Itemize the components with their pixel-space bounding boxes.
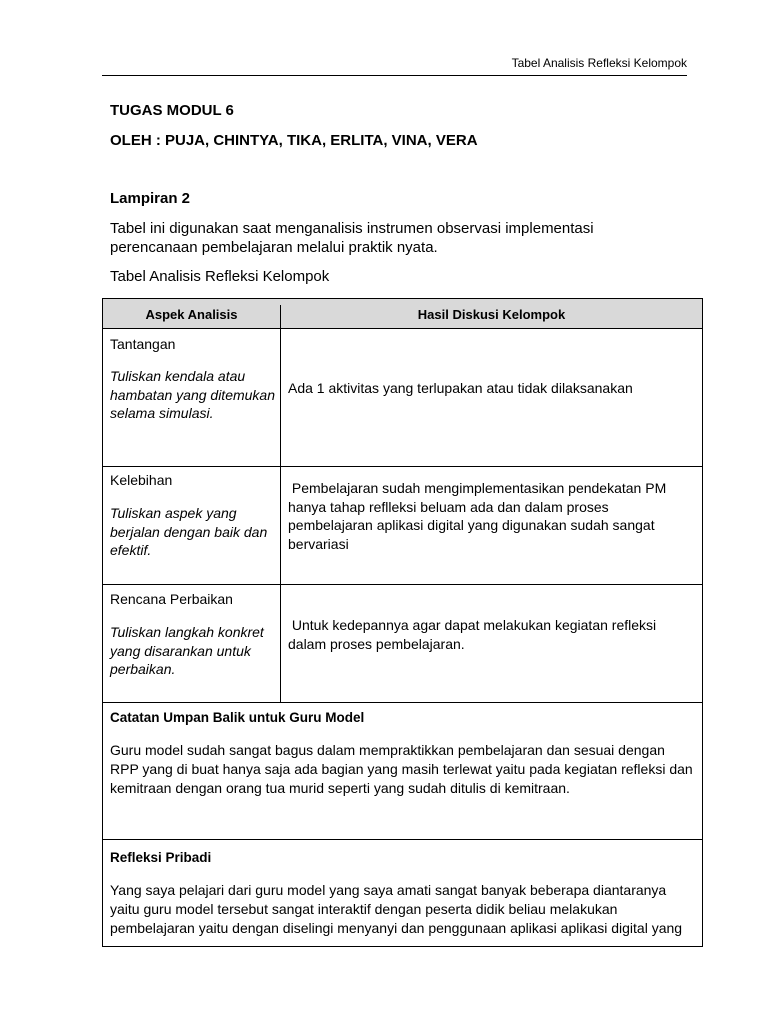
reflection-body: Yang saya pelajari dari guru model yang saya amati sangat banyak beberapa diantaranya yaitu guru model tersebut sangat interaktif dengan peserta didik beliau melakukan pembelajaran yaitu dengan diselingi menyanyi dan penggunaan aplikasi aplikasi digital yang xyxy=(110,882,683,936)
row-hint-tantangan: Tuliskan kendala atau hambatan yang ditemukan selama simulasi. xyxy=(110,368,275,421)
table-header-row xyxy=(103,299,702,329)
module-title: TUGAS MODUL 6 xyxy=(110,102,234,119)
feedback-body: Guru model sudah sangat bagus dalam mempraktikkan pembelajaran dan sesuai dengan RPP yang di buat hanya saja ada bagian yang masih terlewat yaitu pada kegiatan refleksi dan kemitraan dengan orang tua murid seperti yang sudah ditulis di kemitraan. xyxy=(110,742,693,796)
row-title-rencana-perbaikan: Rencana Perbaikan xyxy=(110,591,233,607)
analysis-table xyxy=(102,298,703,947)
row-divider xyxy=(103,466,702,467)
header-rule xyxy=(102,75,687,76)
row-hint-rencana-perbaikan: Tuliskan langkah konkret yang disarankan untuk perbaikan. xyxy=(110,624,264,677)
row-divider xyxy=(103,584,702,585)
row-result-kelebihan: Pembelajaran sudah mengimplementasikan pendekatan PM hanya tahap reflleksi beluam ada dan dalam proses pembelajaran aplikasi digital yang digunakan sudah sangat bervariasi xyxy=(288,480,671,552)
feedback-title: Catatan Umpan Balik untuk Guru Model xyxy=(110,710,365,725)
authors-line: OLEH : PUJA, CHINTYA, TIKA, ERLITA, VINA, VERA xyxy=(110,132,478,149)
attachment-label: Lampiran 2 xyxy=(110,190,191,207)
row-result-rencana-perbaikan: Untuk kedepannya agar dapat melakukan kegiatan refleksi dalam proses pembelajaran. xyxy=(288,617,661,652)
header-result: Hasil Diskusi Kelompok xyxy=(417,307,566,322)
reflection-title: Refleksi Pribadi xyxy=(110,850,212,865)
intro-paragraph: Tabel ini digunakan saat menganalisis instrumen observasi implementasi perencanaan pembelajaran melalui praktik nyata. xyxy=(110,220,594,256)
column-divider xyxy=(280,305,281,702)
row-title-kelebihan: Kelebihan xyxy=(110,472,173,488)
row-result-tantangan: Ada 1 aktivitas yang terlupakan atau tidak dilaksanakan xyxy=(288,380,633,396)
row-divider xyxy=(103,839,702,840)
table-caption: Tabel Analisis Refleksi Kelompok xyxy=(110,268,330,285)
row-title-tantangan: Tantangan xyxy=(110,336,176,352)
row-divider xyxy=(103,702,702,703)
header-aspect: Aspek Analisis xyxy=(145,307,238,322)
running-header: Tabel Analisis Refleksi Kelompok xyxy=(511,56,687,70)
row-hint-kelebihan: Tuliskan aspek yang berjalan dengan baik dan efektif. xyxy=(110,505,268,558)
